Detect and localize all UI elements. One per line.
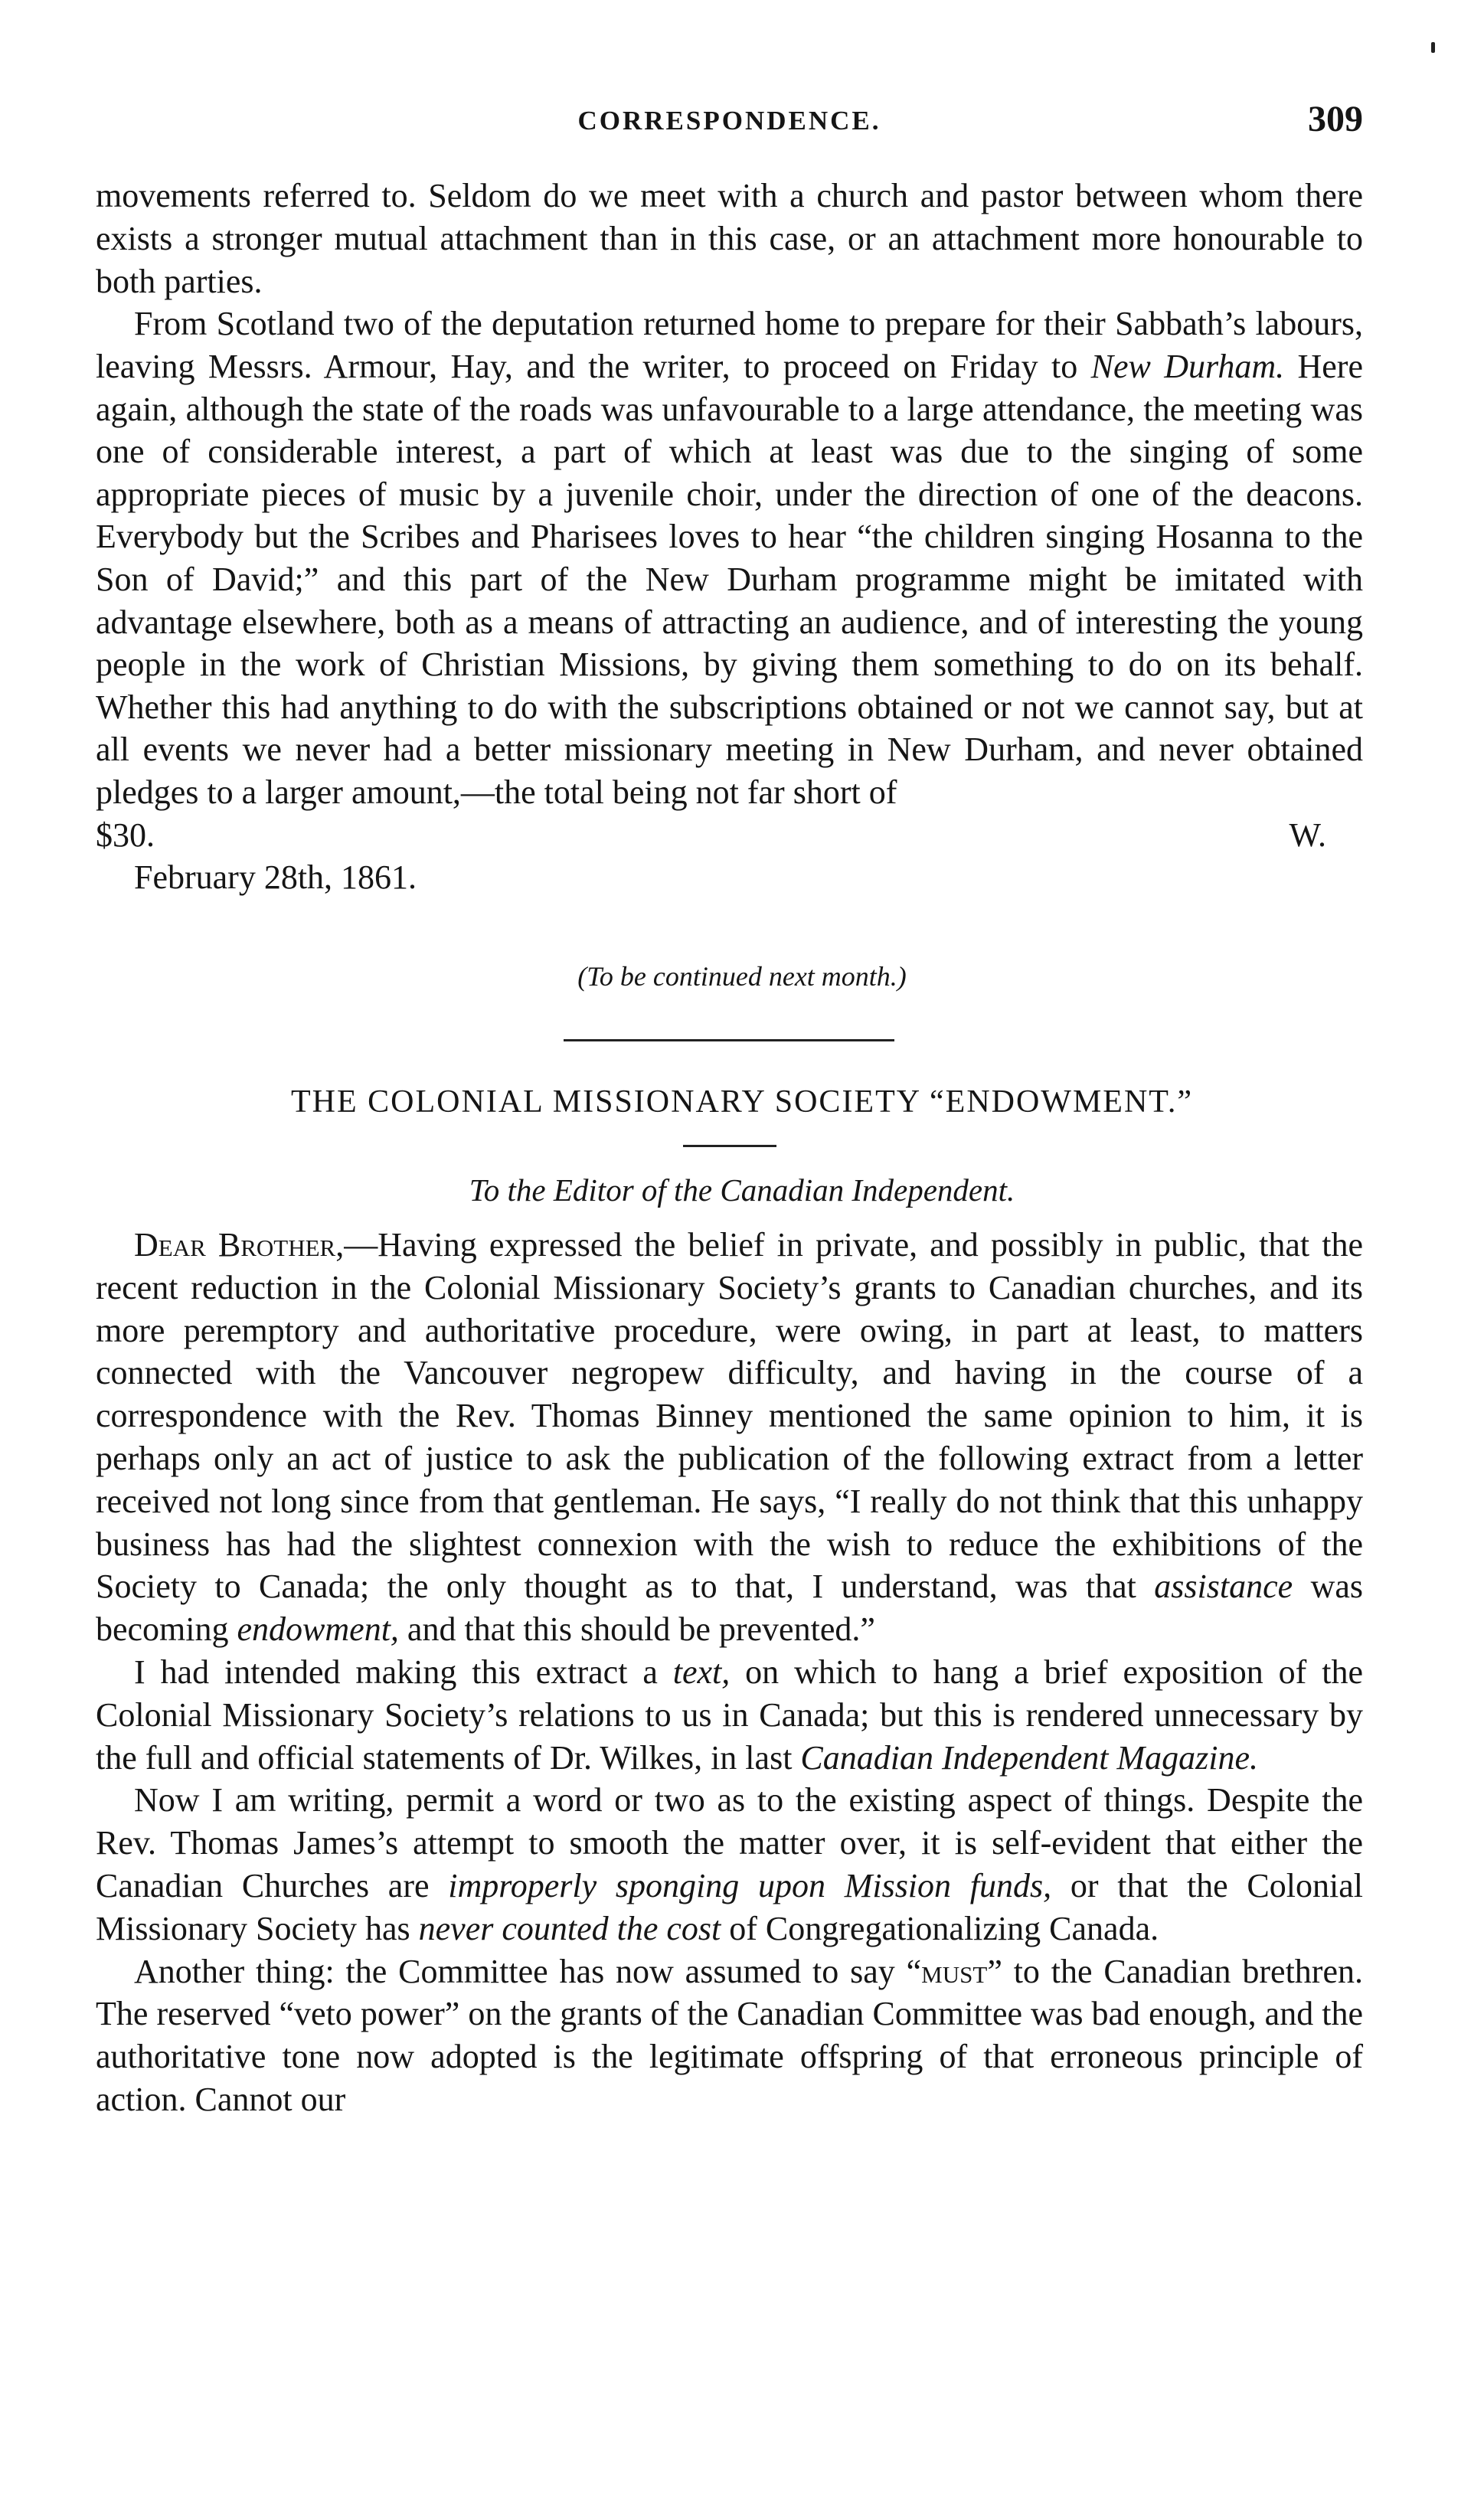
paragraph-text: or that the Colonial Missionary Society has	[96, 1866, 1363, 1947]
page-number: 309	[1308, 99, 1363, 139]
paragraph-text: movements referred to. Seldom do we meet with a church and pastor between whom there exists a stronger mutual attachment than in this case, or an attachment more honourable to both parties.	[96, 177, 1363, 300]
place-name: New Durham.	[1090, 347, 1285, 385]
amount: $30.	[96, 816, 155, 854]
paragraph-text: ” to the Canadian brethren. The reserved “veto power” on the grants of the Canadian Committee was bad enough, and the authoritative tone now adopted is the legitimate offspring of that erroneous principle of action. Cannot our	[96, 1952, 1363, 2118]
running-title: CORRESPONDENCE.	[577, 106, 881, 136]
article-title: THE COLONIAL MISSIONARY SOCIETY “ENDOWMENT.”	[291, 1084, 1193, 1120]
emphasis: text,	[672, 1653, 731, 1691]
paragraph	[96, 302, 1363, 813]
letter-body	[96, 1224, 1363, 2121]
paragraph	[96, 1224, 1363, 1651]
emphasis: assistance	[1154, 1568, 1293, 1606]
paragraph-text: of Congregationalizing Canada.	[721, 1909, 1159, 1947]
paragraph-text: From Scotland two of the deputation returned home to prepare for their Sabbath’s labours, leaving Messrs. Armour, Hay, and the writer, to proceed on Friday to	[96, 305, 1363, 385]
salutation: Dear Brother,	[134, 1226, 345, 1264]
signature: W.	[1289, 816, 1326, 854]
paragraph	[96, 1779, 1363, 1950]
closing-line	[96, 814, 1363, 857]
small-caps-word: must	[921, 1952, 988, 1990]
ink-speck	[1431, 42, 1435, 53]
publication-title: Canadian Independent Magazine.	[800, 1738, 1258, 1777]
emphasis: endowment,	[237, 1610, 399, 1649]
paragraph-text: Another thing: the Committee has now assumed to say “	[134, 1952, 922, 1990]
emphasis: improperly sponging upon Mission funds,	[448, 1866, 1052, 1904]
paragraph-text: on which to hang a brief exposition of the Colonial Missionary Society’s relations to us in Canada; but this is rendered unnecessary by the full and official statements of Dr. Wilkes, in last	[96, 1653, 1363, 1777]
article-continuation	[96, 175, 1363, 899]
continued-note: (To be continued next month.)	[577, 961, 907, 992]
section-divider	[564, 1039, 894, 1041]
paragraph-text: I had intended making this extract a	[134, 1653, 673, 1691]
paragraph	[96, 1950, 1363, 2121]
running-head	[96, 98, 1363, 144]
dateline: February 28th, 1861.	[134, 858, 417, 897]
paragraph	[96, 1651, 1363, 1779]
paragraph-text: and that this should be prevented.”	[398, 1610, 875, 1649]
paragraph	[96, 175, 1363, 302]
paragraph-text: Now I am writing, permit a word or two as to the existing aspect of things. Despite the Rev. Thomas James’s attempt to smooth the matter over, it is self-evident that either the Canadian Churches are	[96, 1781, 1363, 1904]
title-rule	[683, 1145, 776, 1147]
paragraph-text: —Having expressed the belief in private, and possibly in public, that the recent reduction in the Colonial Missionary Society’s grants to Canadian churches, and its more peremptory and authoritative procedure, were owing, in part at least, to matters connected with the Vancouver negropew difficulty, and having in the course of a correspondence with the Rev. Thomas Binney mentioned the same opinion to him, it is perhaps only an act of justice to ask the publication of the following extract from a letter received not long since from that gentleman. He says, “I really do not think that this unhappy business has had the slightest connexion with the wish to reduce the exhibitions of the Society to Canada; the only thought as to that, I understand, was that	[96, 1226, 1363, 1606]
paragraph-text: Here again, although the state of the roads was unfavourable to a large attendance, the meeting was one of considerable interest, a part of which at least was due to the singing of some appropriate pieces of music by a juvenile choir, under the direction of one of the deacons. Everybody but the Scribes and Pharisees loves to hear “the children singing Hosanna to the Son of David;” and this part of the New Durham programme might be imitated with advantage elsewhere, both as a means of attracting an audience, and of interesting the young people in the work of Christian Missions, by giving them something to do on its behalf. Whether this had anything to do with the subscriptions obtained or not we cannot say, but at all events we never had a better missionary meeting in New Durham, and never obtained pledges to a larger amount,—the total being not far short of	[96, 347, 1363, 811]
paragraph-text: was becoming	[96, 1568, 1363, 1649]
emphasis: never counted the cost	[418, 1909, 721, 1947]
addressee-line: To the Editor of the Canadian Independent.	[469, 1172, 1015, 1208]
